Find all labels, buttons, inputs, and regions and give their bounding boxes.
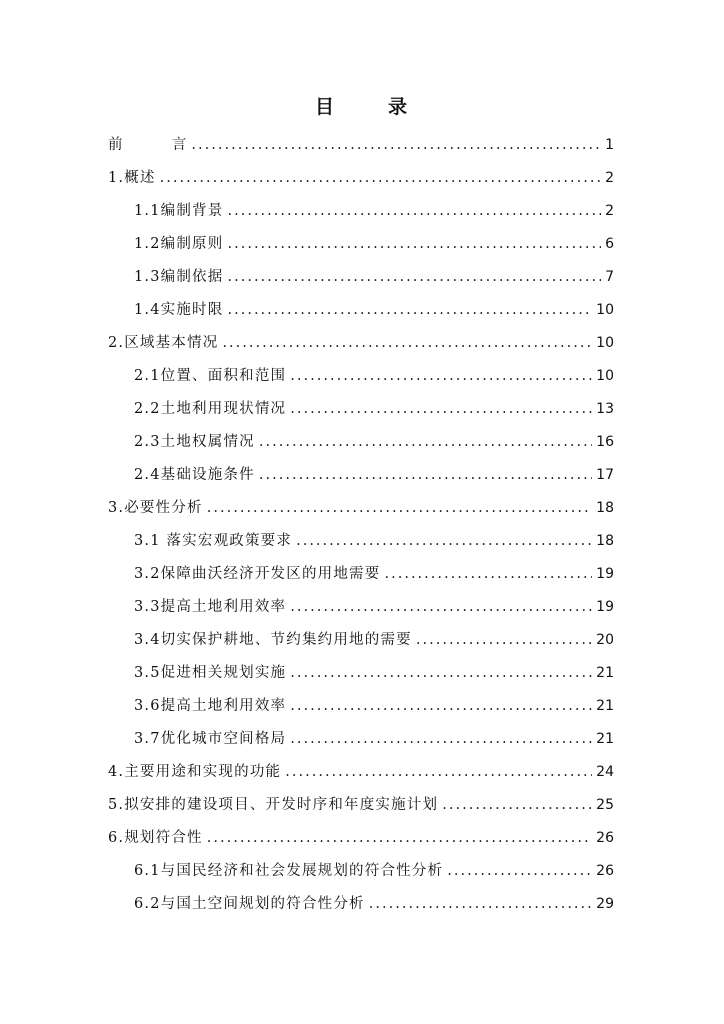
toc-dot-leader [207, 500, 592, 516]
toc-dot-leader [447, 863, 592, 879]
toc-entry-label: 2.3土地权属情况 [134, 434, 255, 450]
toc-entry-label: 2.2土地利用现状情况 [134, 401, 287, 417]
toc-dot-leader [227, 203, 601, 219]
toc-page-number: 13 [596, 401, 614, 417]
toc-dot-leader [442, 797, 592, 813]
toc-entry-label: 2.区域基本情况 [108, 335, 219, 351]
toc-page-number: 6 [605, 236, 614, 252]
toc-dot-leader [285, 764, 592, 780]
toc-page-number: 10 [596, 368, 614, 384]
toc-entry-label: 5.拟安排的建设项目、开发时序和年度实施计划 [108, 797, 439, 813]
toc-entry[interactable] [108, 265, 614, 298]
toc-page-number: 10 [596, 335, 614, 351]
toc-entry-label: 2.1位置、面积和范围 [134, 368, 287, 384]
toc-entry-label: 6.规划符合性 [108, 830, 203, 846]
toc-page-number: 19 [596, 599, 614, 615]
toc-page-number: 16 [596, 434, 614, 450]
toc-entry[interactable] [108, 463, 614, 496]
toc-entry[interactable] [108, 694, 614, 727]
toc-page-number: 1 [605, 137, 614, 153]
toc-page-number: 18 [596, 533, 614, 549]
toc-entry-label: 3.必要性分析 [108, 500, 203, 516]
toc-entry-label: 1.4实施时限 [134, 302, 224, 318]
toc-dot-leader [290, 665, 592, 681]
toc-page-number: 19 [596, 566, 614, 582]
toc-dot-leader [259, 434, 592, 450]
toc-dot-leader [296, 533, 592, 549]
toc-entry[interactable] [108, 892, 614, 925]
toc-entry-label: 3.6提高土地利用效率 [134, 698, 287, 714]
toc-entry-label: 3.5促进相关规划实施 [134, 665, 287, 681]
toc-dot-leader [290, 599, 592, 615]
toc-entry[interactable] [108, 826, 614, 859]
toc-entry-label: 1.1编制背景 [134, 203, 224, 219]
toc-page-number: 26 [596, 830, 614, 846]
toc-entry-label: 1.3编制依据 [134, 269, 224, 285]
toc-entry-label: 1.概述 [108, 170, 156, 186]
toc-dot-leader [227, 269, 601, 285]
toc-dot-leader [227, 236, 601, 252]
toc-dot-leader [369, 896, 592, 912]
toc-entry-label-part: 前 [108, 137, 124, 153]
toc-page-number: 25 [596, 797, 614, 813]
toc-entry[interactable] [108, 364, 614, 397]
toc-dot-leader [222, 335, 592, 351]
toc-entry[interactable] [108, 133, 614, 166]
toc-page-number: 2 [605, 170, 614, 186]
toc-dot-leader [290, 731, 592, 747]
toc-entry-label: 4.主要用途和实现的功能 [108, 764, 282, 780]
toc-page-number: 21 [596, 731, 614, 747]
title-char-left: 目 [314, 96, 336, 118]
toc-page-number: 21 [596, 698, 614, 714]
toc-entry[interactable] [108, 628, 614, 661]
toc-entry-label: 3.1 落实宏观政策要求 [134, 533, 293, 549]
toc-entry-label: 3.7优化城市空间格局 [134, 731, 287, 747]
toc-dot-leader [384, 566, 592, 582]
toc-entry[interactable] [108, 331, 614, 364]
toc-entry-label: 3.4切实保护耕地、节约集约用地的需要 [134, 632, 412, 648]
toc-entry[interactable] [108, 859, 614, 892]
toc-entry-label [108, 133, 187, 154]
toc-entry[interactable] [108, 661, 614, 694]
toc-entry[interactable] [108, 232, 614, 265]
toc-page-number: 24 [596, 764, 614, 780]
toc-dot-leader [290, 698, 592, 714]
toc-dot-leader [259, 467, 592, 483]
toc-entry[interactable] [108, 793, 614, 826]
toc-page-number: 10 [596, 302, 614, 318]
toc-dot-leader [416, 632, 592, 648]
toc-dot-leader [290, 401, 592, 417]
toc-dot-leader [227, 302, 592, 318]
toc-dot-leader [191, 137, 601, 153]
toc-entry[interactable] [108, 430, 614, 463]
toc-dot-leader [160, 170, 601, 186]
toc-entry-label: 2.4基础设施条件 [134, 467, 255, 483]
toc-entry-label: 6.1与国民经济和社会发展规划的符合性分析 [134, 863, 444, 879]
toc-page-number: 21 [596, 665, 614, 681]
table-of-contents [108, 133, 614, 925]
toc-page-number: 2 [605, 203, 614, 219]
toc-entry-label-part: 言 [171, 137, 188, 153]
toc-page-number: 18 [596, 500, 614, 516]
toc-page-number: 7 [605, 269, 614, 285]
toc-entry[interactable] [108, 760, 614, 793]
toc-entry-label: 6.2与国土空间规划的符合性分析 [134, 896, 365, 912]
toc-entry[interactable] [108, 496, 614, 529]
toc-entry-label: 3.3提高土地利用效率 [134, 599, 287, 615]
title-char-right: 录 [388, 96, 410, 118]
toc-page-number: 17 [596, 467, 614, 483]
toc-entry[interactable] [108, 166, 614, 199]
toc-entry[interactable] [108, 298, 614, 331]
toc-page-number: 20 [596, 632, 614, 648]
toc-entry[interactable] [108, 199, 614, 232]
page-title [0, 92, 724, 119]
toc-entry-label: 3.2保障曲沃经济开发区的用地需要 [134, 566, 381, 582]
toc-entry[interactable] [108, 562, 614, 595]
toc-entry[interactable] [108, 529, 614, 562]
toc-page-number: 29 [596, 896, 614, 912]
toc-entry[interactable] [108, 727, 614, 760]
toc-entry-label: 1.2编制原则 [134, 236, 224, 252]
toc-page-number: 26 [596, 863, 614, 879]
toc-dot-leader [290, 368, 592, 384]
toc-entry[interactable] [108, 595, 614, 628]
toc-entry[interactable] [108, 397, 614, 430]
toc-dot-leader [207, 830, 592, 846]
